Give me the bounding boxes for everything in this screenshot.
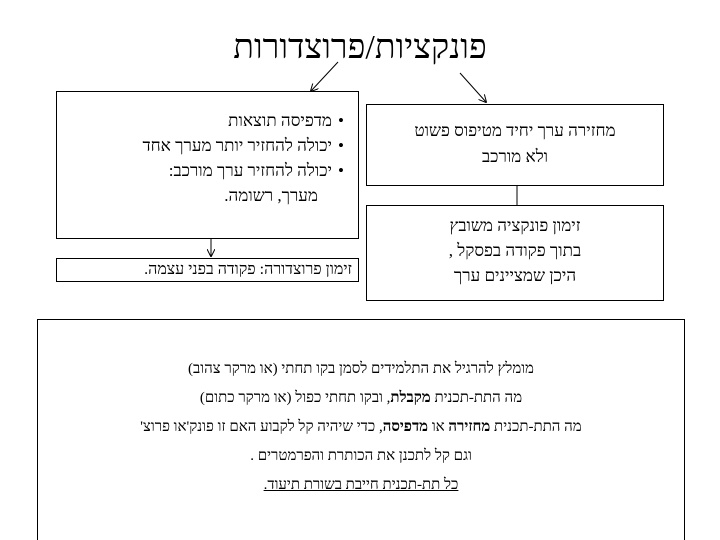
list-item: • יכולה להחזיר יותר מערך אחד xyxy=(142,136,344,155)
arrow-to-procedure xyxy=(311,62,338,91)
list-item-continuation: מערך, רשומה. xyxy=(224,186,318,205)
slide-title: פונקציות/פרוצדורות xyxy=(233,29,487,66)
teaching-note-box xyxy=(37,319,685,540)
procedure-box xyxy=(56,91,359,239)
nested-call-line: בתוך פקודה בפסקל , xyxy=(448,241,582,260)
note-line: וגם קל לתכנן את הכותרת והפרמטרים . xyxy=(250,448,472,464)
note-line: כל תת-תכנית חייבת בשורת תיעוד. xyxy=(263,477,459,493)
arrow-to-function xyxy=(460,73,486,102)
function-line: מחזירה ערך יחיד מטיפוס פשוט xyxy=(414,121,616,140)
list-item: • יכולה להחזיר ערך מורכב: מערך, רשומה. xyxy=(65,158,344,208)
procedure-call-box xyxy=(56,258,359,282)
nested-call-box xyxy=(366,205,664,301)
note-line: מה התת-תכנית מקבלת, ובקו תחתי כפול (או מרקר כתום) xyxy=(199,390,523,406)
note-line: מה התת-תכנית מחזירה או מדפיסה, כדי שיהיה קל לקבוע האם זו פונק'או פרוצ' xyxy=(140,419,582,435)
function-box xyxy=(366,104,664,186)
list-item: • מדפיסה תוצאות xyxy=(228,111,344,130)
function-line: ולא מורכב xyxy=(481,147,549,166)
nested-call-line: זימון פונקציה משובץ xyxy=(449,216,581,235)
nested-call-line: היכן שמציינים ערך xyxy=(453,266,577,285)
procedure-call-text: .זימון פרוצדורה: פקודה בפני עצמה xyxy=(144,261,352,278)
note-line: מומלץ להרגיל את התלמידים לסמן בקו תחתי (או מרקר צהוב) xyxy=(188,361,534,377)
